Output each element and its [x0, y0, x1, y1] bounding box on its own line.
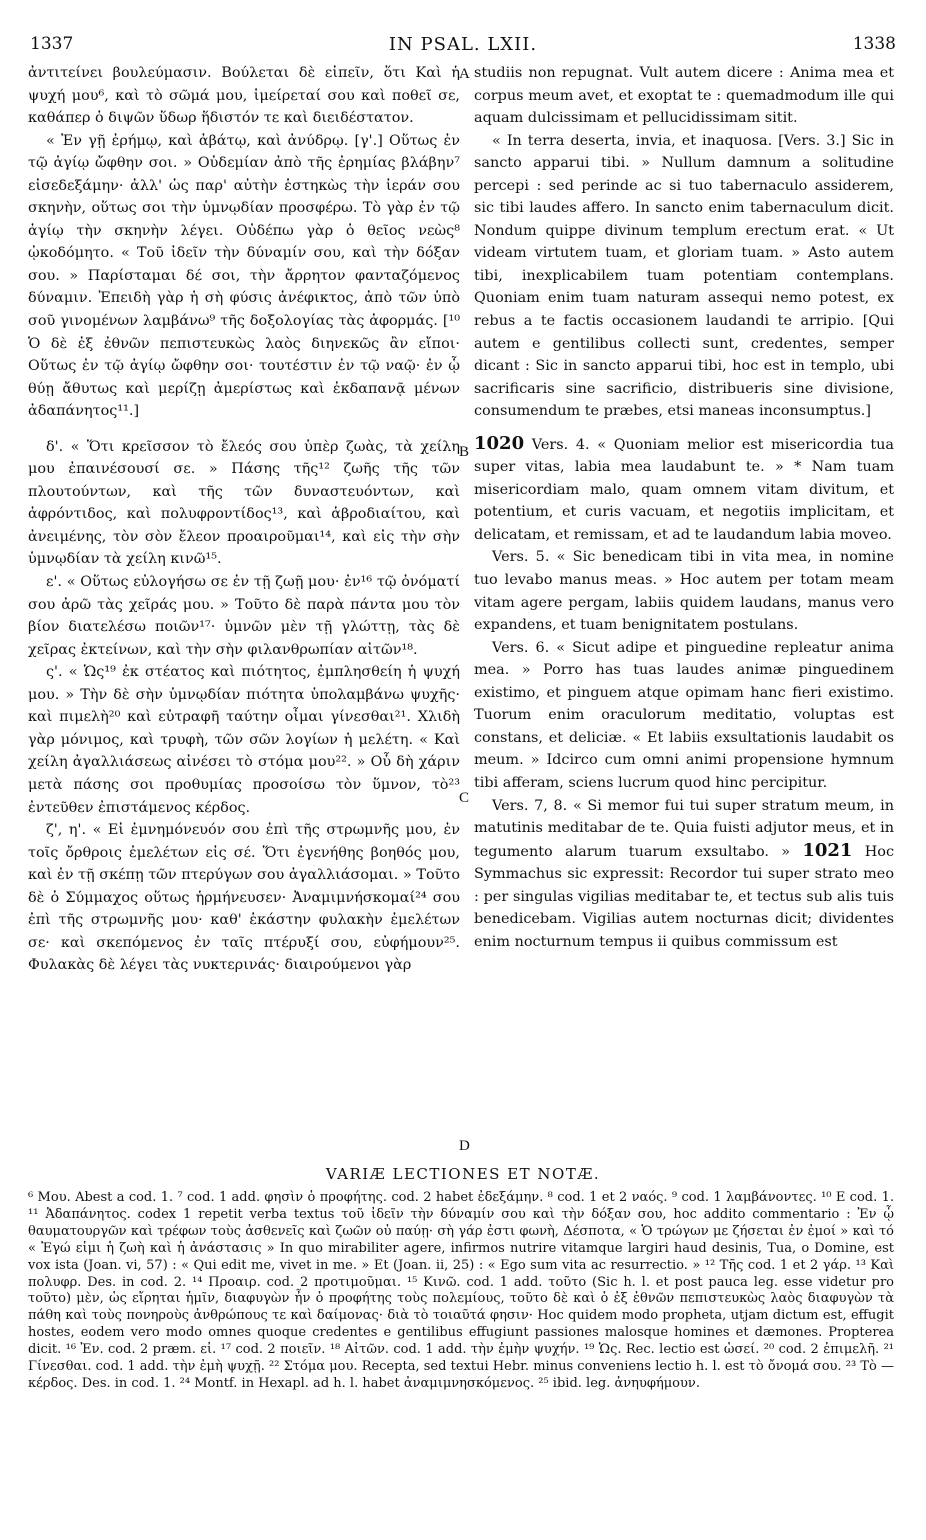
greek-paragraph: « Ἐν γῇ ἐρήμῳ, καὶ ἀβάτῳ, καὶ ἀνύδρῳ. [γ'.] Οὕτως ἐν τῷ ἁγίῳ ὤφθην σοι. » Οὐδεμίαν ἀπὸ τῆς ἐρημίας βλάβην⁷ εἰσεδεξάμην· ἀλλ' ὡς παρ' αὐτὴν ἑστηκὼς τὴν ἱεράν σου σκηνὴν, οὕτως σοι τὴν ὑμνῳδίαν προσφέρω. Τὸ γὰρ ἐν τῷ ἁγίῳ τὴν σκηνὴν λέγει. Οὐδέπω γὰρ ὁ θεῖος νεὼς⁸ ᾠκοδόμητο. « Τοῦ ἰδεῖν τὴν δύναμίν σου, καὶ τὴν δόξαν σου. » Παρίσταμαι δέ σοι, τὴν ἄρρητον φανταζόμενος δύναμιν. Ἐπειδὴ γὰρ ἡ σὴ φύσις ἀνέφικτος, ἀπὸ τῶν ὑπὸ σοῦ γινομένων λαμβάνω⁹ τῆς δοξολογίας τὰς ἀφορμάς. [¹⁰ Ὁ δὲ ἐξ ἐθνῶν πεπιστευκὼς λαὸς διηνεκῶς ἂν εἴποι· Οὕτως ἐν τῷ ἁγίῳ ὤφθην σοι· τουτέστιν ἐν τῷ ναῷ· ἐν ᾧ θύῃ ἄθυτως καὶ μερίζῃ ἀμερίστως καὶ ἐκδαπανᾷ μένων ἀδαπάνητος¹¹.] [28, 132, 460, 420]
greek-column [28, 62, 460, 977]
latin-text: Vers. 7, 8. « Si memor fui tui super stratum meum, in matutinis meditabar de te. Quia fuisti adjutor meus, et in tegumento alarum tuarum exsultabo. » [474, 797, 894, 860]
greek-paragraph: ζ', η'. « Εἰ ἐμνημόνευόν σου ἐπὶ τῆς στρωμνῆς μου, ἐν τοῖς ὄρθροις ἐμελέτων εἰς σέ. Ὅτι ἐγενήθης βοηθός μου, καὶ ἐν τῇ σκέπῃ τῶν πτερύγων σου ἀγαλλιάσομαι. » Τοῦτο δὲ ὁ Σύμμαχος οὕτως ἡρμήνευσεν· Ἀναμιμνήσκομαί²⁴ σου ἐπὶ τῆς στρωμνῆς μου· καθ' ἑκάστην φυλακὴν ἐμελέτων σε· καὶ σκεπόμενος ἐν ταῖς πτέρυξί σου, εὐφήμουν²⁵. Φυλακὰς δὲ λέγει τὰς νυκτερινάς· διαιρούμενοι γὰρ [28, 822, 460, 974]
greek-paragraph: δ'. « Ὅτι κρεῖσσον τὸ ἔλεός σου ὑπὲρ ζωὰς, τὰ χείλη μου ἐπαινέσουσί σε. » Πάσης τῆς¹² ζωῆς τῆς τῶν πλουτούντων, καὶ τῆς τῶν δυναστευόντων, καὶ ἀφρόντιδος, καὶ πολυφροντίδος¹³, καὶ ἁβροδιαίτου, καὶ ἀνειμένης, τὸν σὸν ἔλεον προαιροῦμαι¹⁴, καὶ εἰς τὴν σὴν ὑμνῳδίαν τὰ χείλη κινῶ¹⁵. [28, 438, 460, 568]
margin-letter-b: B [459, 444, 470, 460]
page-number-right: 1338 [852, 34, 896, 54]
latin-column [474, 62, 894, 953]
latin-paragraph: studiis non repugnat. Vult autem dicere : Anima mea et corpus meum avet, et exoptat te : quemadmodum ille qui aquam dulcissimam et pellucidissimam sitit. [474, 65, 894, 127]
latin-paragraph: Vers. 6. « Sicut adipe et pinguedine repleatur anima mea. » Porro has tuas laudes animæ pinguedinem existimo, et pinguem atque opimam hanc fieri existimo. Tuorum enim oraculorum meditatio, voluptas est constans, et deliciæ. « Et labiis exsultationis laudabit os meum. » Idcirco cum omni animi propensione hymnum tibi afferam, sciens lucrum quod hinc percipitur. [474, 639, 894, 791]
notes-section [28, 1190, 894, 1393]
page-number-left: 1337 [30, 34, 74, 54]
latin-paragraph [474, 795, 894, 954]
column-number: 1021 [802, 839, 853, 861]
greek-paragraph: ε'. « Οὕτως εὐλογήσω σε ἐν τῇ ζωῇ μου· ἐν¹⁶ τῷ ὀνόματί σου ἀρῶ τὰς χεῖράς μου. » Τοῦτο δὲ παρὰ πάντα μου τὸν βίον διατελέσω ποιῶν¹⁷· ὑμνῶν μὲν τῇ γλώττῃ, τὰς δὲ χεῖρας ἐκτείνων, καὶ τὴν σὴν φιλανθρωπίαν αἰτῶν¹⁸. [28, 574, 460, 658]
margin-letter-a: A [459, 66, 470, 82]
latin-paragraph: « In terra deserta, invia, et inaquosa. [Vers. 3.] Sic in sancto apparui tibi. » Nullum damnum a solitudine percepi : sed perinde ac si tuo tabernaculo assiderem, sic tibi laudes affero. In sancto enim tabernaculum dicit. Nondum quippe divinum templum erectum erat. « Ut videam virtutem tuam, et gloriam tuam. » Asto autem tibi, inexplicabilem tuam potentiam contemplans. Quoniam enim tuam naturam assequi nemo potest, ex rebus a te factis occasionem laudandi te arripio. [Qui autem e gentilibus collecti sunt, credentes, semper dicant : Sic in sancto apparui tibi, hoc est in templo, ubi sacrificaris sine sacrificio, distribueris sine divisione, consumendum te præbes, etsi maneas inconsumptus.] [474, 132, 894, 420]
greek-paragraph: ἀντιτείνει βουλεύμασιν. Βούλεται δὲ εἰπεῖν, ὅτι Καὶ ἡ ψυχή μου⁶, καὶ τὸ σῶμά μου, ἱμείρεταί σου καὶ ποθεῖ σε, καθάπερ ὁ διψῶν ὕδωρ ἥδιστόν τε καὶ διειδέστατον. [28, 65, 460, 127]
margin-letter-c: C [459, 790, 470, 806]
notes-text: ⁶ Μου. Abest a cod. 1. ⁷ cod. 1 add. φησὶν ὁ προφήτης. cod. 2 habet ἐδεξάμην. ⁸ cod. 1 et 2 ναός. ⁹ cod. 1 λαμβάνοντες. ¹⁰ E cod. 1. ¹¹ Ἀδαπάνητος. codex 1 repetit verba textus τοῦ ἰδεῖν τὴν δύναμίν σου καὶ τὴν δόξαν σου, hoc addito commentario : Ἐν ᾧ θαυματουργῶν καὶ τρέφων τοὺς ἀσθενεῖς καὶ ζωῶν οὐ παύῃ· σὴ γάρ ἐστι φωνὴ, Δέσποτα, « Ὁ τρώγων με ζήσεται ἐν ἐμοί » καὶ τό « Ἐγώ εἰμι ἡ ζωὴ καὶ ἡ ἀνάστασις » In quo mirabiliter agere, infirmos nutrire vitamque largiri haud desinis, Tua, o Domine, est vox ista (Joan. vi, 57) : « Qui edit me, vivet in me. » Et (Joan. ii, 25) : « Ego sum vita ac resurrectio. » ¹² Τῆς cod. 1 et 2 γάρ. ¹³ Καὶ πολυφρ. Des. in cod. 2. ¹⁴ Προαιρ. cod. 2 προτιμοῦμαι. ¹⁵ Κινῶ. cod. 1 add. τοῦτο (Sic h. l. et post pauca leg. esse videtur pro τοῦτο) μὲν, ὡς εἴρηται ἡμῖν, διαφυγὼν ἦν ὁ προφήτης τοὺς πολεμίους, τοῦτο δὲ καὶ ὁ ἐξ ἐθνῶν πεπιστευκὼς λαὸς διαφυγὼν τὰ πάθη καὶ τοὺς πονηροὺς ἀνθρώπους τε καὶ δαίμονας· διὰ τὸ τοιαῦτά φησιν· Hoc quidem modo propheta, utjam dictum est, effugit hostes, eodem vero modo omnes quoque credentes e gentilibus effugiunt passiones malosque homines et dæmones. Propterea dicit. ¹⁶ Ἐν. cod. 2 præm. εἰ. ¹⁷ cod. 2 ποιεῖν. ¹⁸ Αἰτῶν. cod. 1 add. τὴν ἐμὴν ψυχήν. ¹⁹ Ὡς. Rec. lectio est ὡσεί. ²⁰ cod. 2 ἐπιμελῆ. ²¹ Γίνεσθαι. cod. 1 add. τὴν ἐμὴ ψυχῇ. ²² Στόμα μου. Recepta, sed textui Hebr. minus conveniens lectio h. l. est τὸ ὄνομά σου. ²³ Τὸ — κέρδος. Des. in cod. 1. ²⁴ Montf. in Hexapl. ad h. l. habet ἀναμιμνησκόμενος. ²⁵ ibid. leg. ἀνηυφήμουν. [28, 1190, 895, 1391]
latin-text: Hoc Symmachus sic expressit: Recordor tui super strato meo : per singulas vigilias meditabar te, et tectus sub alis tuis benedicebam. Vigilias autem nocturnas dicit; dividentes enim nocturnum tempus ii quibus commissum est [474, 843, 895, 950]
latin-paragraph: Vers. 5. « Sic benedicam tibi in vita mea, in nomine tuo levabo manus meas. » Hoc autem per totam meam vitam agere pergam, labiis quidem laudans, manus vero expandens, et tuam benignitatem postulans. [474, 549, 894, 634]
latin-paragraph [474, 433, 894, 547]
notes-title: VARIÆ LECTIONES ET NOTÆ. [325, 1165, 601, 1183]
margin-letter-d: D [459, 1138, 470, 1154]
column-number: 1020 [474, 432, 525, 454]
running-title: IN PSAL. LXII. [388, 34, 538, 55]
page-header [30, 34, 896, 56]
greek-paragraph: ς'. « Ὡς¹⁹ ἐκ στέατος καὶ πιότητος, ἐμπλησθείη ἡ ψυχή μου. » Τὴν δὲ σὴν ὑμνῳδίαν πιότητα ὑπολαμβάνω ψυχῆς· καὶ πιμελὴ²⁰ καὶ εὐτραφῆ ταύτην οἶμαι γίνεσθαι²¹. Χλιδὴ γὰρ μόνιμος, καὶ τρυφὴ, τῶν σῶν λογίων ἡ μελέτη. « Καὶ χείλη ἀγαλλιάσεως αἰνέσει τὸ στόμα μου²². » Οὗ δὴ χάριν μετὰ πάσης σοι προθυμίας προσοίσω τὸν ὕμνον, τὸ²³ ἐντεῦθεν ἐπιστάμενος κέρδος. [28, 664, 460, 816]
latin-text: Vers. 4. « Quoniam melior est misericordia tua super vitas, labia mea laudabunt te. » * Nam tuam misericordiam malo, quam omnem vitam divitum, et potentium, et curis vacuam, et negotiis implicitam, et delicatam, et remissam, et ad te laudandum labia moveo. [474, 436, 894, 543]
